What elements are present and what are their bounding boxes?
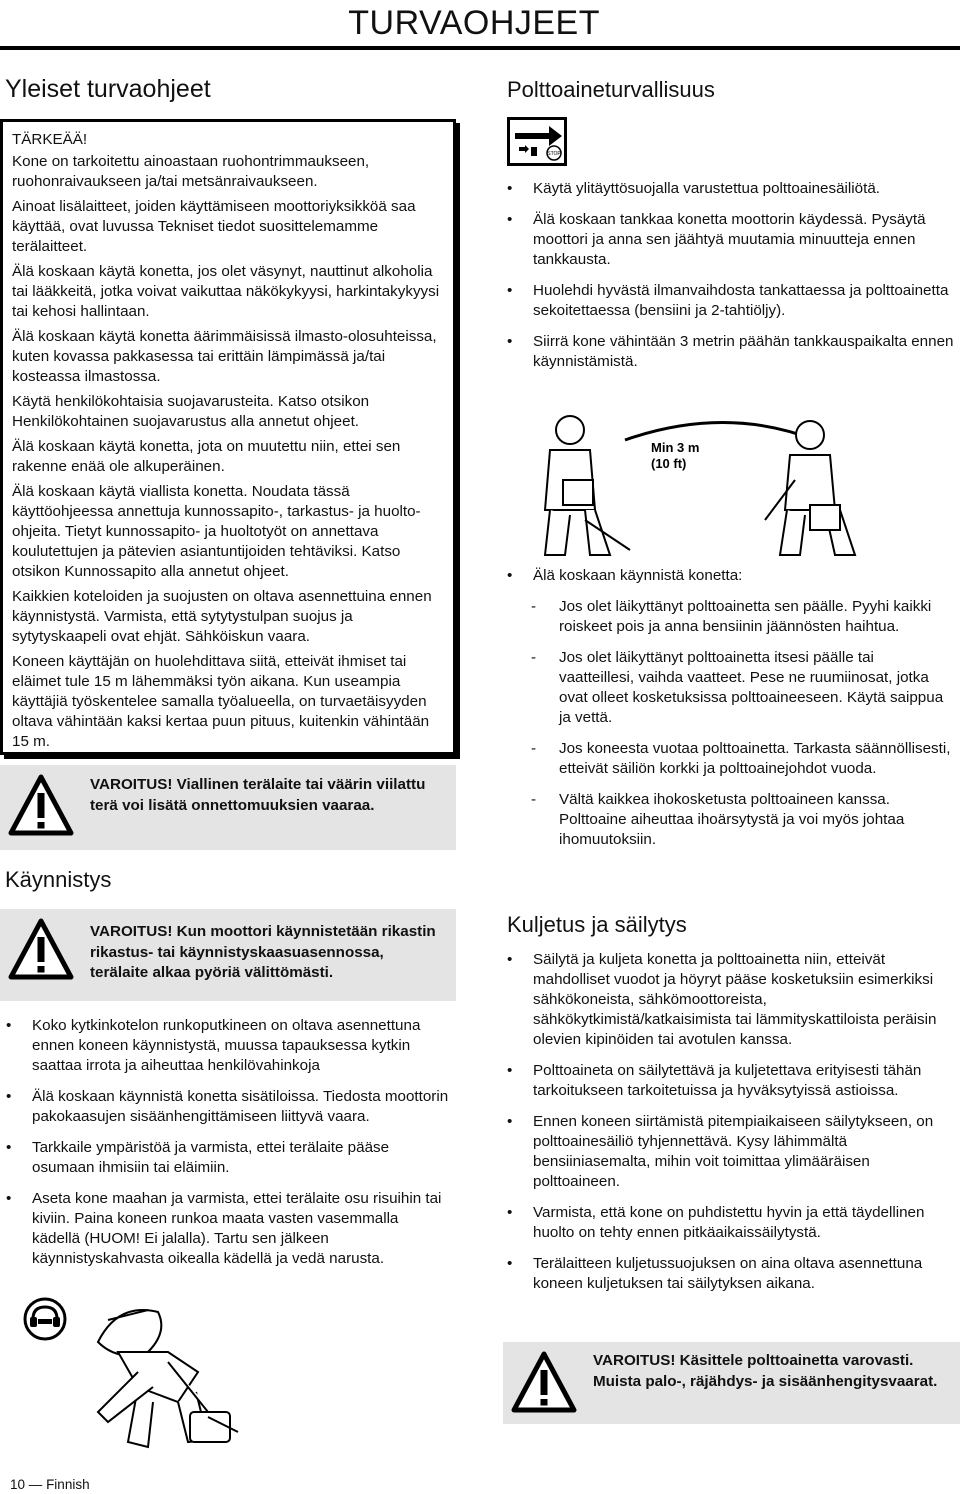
box-paragraph: Älä koskaan käytä viallista konetta. Noudata tässä käyttöohjeessa annettuja kunnossapito-, tarkastus- ja huolto-ohjeita. Tietyt kunnossapito- ja huoltotyöt on annettava koulutettujen ja pätevien asiantuntijoiden tehtäviksi. Katso otsikon Kunnossapito alla annetut ohjeet. [12, 483, 421, 580]
section-heading-general-safety: Yleiset turvaohjeet [5, 75, 211, 103]
footer-dash: — [28, 1477, 43, 1492]
list-item: • Säilytä ja kuljeta konetta ja polttoainetta niin, etteivät mahdolliset vuodot ja höyryt pääse kosketuksiin esimerkiksi sähkökoneista, sähkömoottoreista, sähkökytkimistä/katkaisimista tai lämmityskattiloista peräisin olevien kipinöiden tai avotulen kanssa. [507, 951, 937, 1048]
list-item: • Huolehdi hyvästä ilmanvaihdosta tankattaessa ja polttoainetta sekoitettaessa (bensiini ja 2-tahtiöljy). [507, 282, 949, 319]
box-paragraph: Kaikkien koteloiden ja suojusten on oltava asennettuina ennen käynnistystä. Varmista, että sytytystulpan suojus ja sytytyskaapeli ovat ehjät. Sähköiskun vaara. [12, 588, 432, 645]
box-paragraph: Ainoat lisälaitteet, joiden käyttämiseen moottoriyksikköä saa käyttää, ovat luvussa Tekniset tiedot suosittelemamme terälaitteet. [12, 198, 416, 255]
list-item: • Älä koskaan käynnistä konetta: [507, 567, 743, 584]
box-paragraph: Koneen käyttäjän on huolehdittava siitä, etteivät ihmiset tai eläimet tule 15 m lähemmäksi työn aikana. Kun useampia käyttäjiä työskentelee samalla työalueella, on turvaetäisyyden oltava vähintään kaksi kertaa puun pituus, kuitenkin vähintään 15 m. [12, 653, 430, 750]
warning-triangle-icon [8, 773, 74, 837]
box-paragraph: Älä koskaan käytä konetta, jota on muutettu niin, ettei sen rakenne enää ole alkuperäinen. [12, 438, 401, 475]
stop-label: STOP [547, 151, 561, 157]
list-item: - Vältä kaikkea ihokosketusta polttoaineen kanssa. Polttoaine aiheuttaa ihoärsytystä ja voi myös johtaa ihomuutoksiin. [531, 791, 905, 848]
list-item: • Ennen koneen siirtämistä pitempiaikaiseen säilytykseen, on polttoainesäiliö tyhjennettävä. Kysy lähimmältä bensiiniasemalta, mihin voit toimittaa ylimääräisen polttoaineen. [507, 1113, 934, 1190]
transport-bullet-list [507, 950, 957, 1305]
warning-triangle-icon [511, 1350, 577, 1414]
list-item: • Terälaitteen kuljetussuojuksen on aina oltava asennettuna koneen kuljetuksen tai säilytyksen aikana. [507, 1255, 923, 1292]
page-footer [10, 1477, 90, 1492]
list-item: • Aseta kone maahan ja varmista, ettei terälaite osu risuihin tai kiviin. Paina koneen runkoa maata vasten vasemmalla kädellä (HUOM! Ei jalalla). Tartu sen jälkeen käynnistyskahvasta oikealla kädellä ja vedä narusta. [6, 1190, 442, 1267]
header-rule [0, 46, 960, 50]
warning-box-fuel [503, 1342, 960, 1424]
warning-box-blade [0, 765, 456, 850]
box-paragraph: Kone on tarkoitettu ainoastaan ruohontrimmaukseen, ruohonraivaukseen ja/tai metsänraivaukseen. [12, 153, 370, 190]
protective-equipment-icon [23, 1297, 67, 1341]
warning-text: VAROITUS! Kun moottori käynnistetään rikastin rikastus- tai käynnistyskaasuasennossa, terälaite alkaa pyöriä välittömästi. [90, 923, 436, 981]
box-paragraph: TÄRKEÄÄ! [12, 131, 88, 148]
list-item: - Jos koneesta vuotaa polttoainetta. Tarkasta säännöllisesti, etteivät säiliön korkki ja polttoainejohdot vuoda. [531, 740, 951, 777]
list-item: • Älä koskaan tankkaa konetta moottorin käydessä. Pysäytä moottori ja anna sen jäähtyä muutamia minuutteja ennen tankkausta. [507, 211, 926, 268]
warning-text: VAROITUS! Viallinen terälaite tai väärin viilattu terä voi lisätä onnettomuuksien vaaraa. [90, 776, 426, 814]
distance-label: Min 3 m [651, 440, 700, 455]
warning-triangle-icon [8, 917, 74, 981]
fuel-safety-bullet-list [507, 179, 957, 383]
start-condition-bullet [507, 566, 957, 597]
list-item: • Älä koskaan käynnistä konetta sisätiloissa. Tiedosta moottorin pakokaasujen sisäänhengittämiseen liittyvä vaara. [6, 1088, 449, 1125]
fuel-stop-symbol-icon [507, 117, 567, 166]
list-item: • Varmista, että kone on puhdistettu hyvin ja että täydellinen huolto on tehty ennen pitkäaikaissäilytystä. [507, 1204, 925, 1241]
starting-bullet-list [6, 1016, 450, 1280]
page-header-title: TURVAOHJEET [348, 4, 600, 42]
page-number: 10 [10, 1477, 26, 1492]
list-item: • Tarkkaile ympäristöä ja varmista, ettei terälaite pääse osumaan ihmisiin tai eläimiin. [6, 1139, 390, 1176]
list-item: • Käytä ylitäyttösuojalla varustettua polttoainesäiliötä. [507, 180, 880, 197]
important-notice-box [0, 119, 456, 755]
start-condition-dash-list [531, 597, 951, 861]
box-paragraph: Käytä henkilökohtaisia suojavarusteita. Katso otsikon Henkilökohtainen suojavarustus alla annetut ohjeet. [12, 393, 370, 430]
section-heading-starting: Käynnistys [5, 867, 112, 892]
section-heading-transport-storage: Kuljetus ja säilytys [507, 912, 687, 937]
list-item: • Koko kytkinkotelon runkoputkineen on oltava asennettuna ennen koneen käynnistystä, muussa tapauksessa kytkin saattaa irrota ja aiheuttaa henkilövahinkoja [6, 1017, 421, 1074]
footer-language: Finnish [46, 1477, 90, 1492]
warning-box-choke [0, 909, 456, 1001]
list-item: • Polttoaineta on säilytettävä ja kuljetettava erityisesti tähän tarkoitukseen tarkoitetuissa ja hyväksytyissä astioissa. [507, 1062, 922, 1099]
refuelling-distance-illustration [525, 400, 865, 560]
list-item: • Siirrä kone vähintään 3 metrin päähän tankkauspaikalta ennen käynnistämistä. [507, 333, 954, 370]
box-paragraph: Älä koskaan käytä konetta, jos olet väsynyt, nauttinut alkoholia tai lääkkeitä, jotka voivat vaikuttaa näkökykyysi, harkintakykyysi tai kehosi hallintaan. [12, 263, 440, 320]
list-item: - Jos olet läikyttänyt polttoainetta itsesi päälle tai vaatteillesi, vaihda vaatteet. Pese ne ruumiinosat, jotka ovat olleet kosketuksissa polttoaineeseen. Käytä saippua ja vettä. [531, 649, 944, 726]
box-paragraph: Älä koskaan käytä konetta äärimmäisissä ilmasto-olosuhteissa, kuten kovassa pakkasessa tai erittäin lämpimässä ja/tai kosteassa ilmastossa. [12, 328, 437, 385]
distance-label-ft: (10 ft) [651, 456, 687, 471]
section-heading-fuel-safety: Polttoaineturvallisuus [507, 77, 715, 102]
starting-illustration-image [78, 1292, 248, 1464]
warning-text: VAROITUS! Käsittele polttoainetta varovasti. Muista palo-, räjähdys- ja sisäänhengitysvaarat. [593, 1352, 938, 1390]
list-item: - Jos olet läikyttänyt polttoainetta sen päälle. Pyyhi kaikki roiskeet pois ja anna bensiinin jäännösten haihtua. [531, 598, 932, 635]
